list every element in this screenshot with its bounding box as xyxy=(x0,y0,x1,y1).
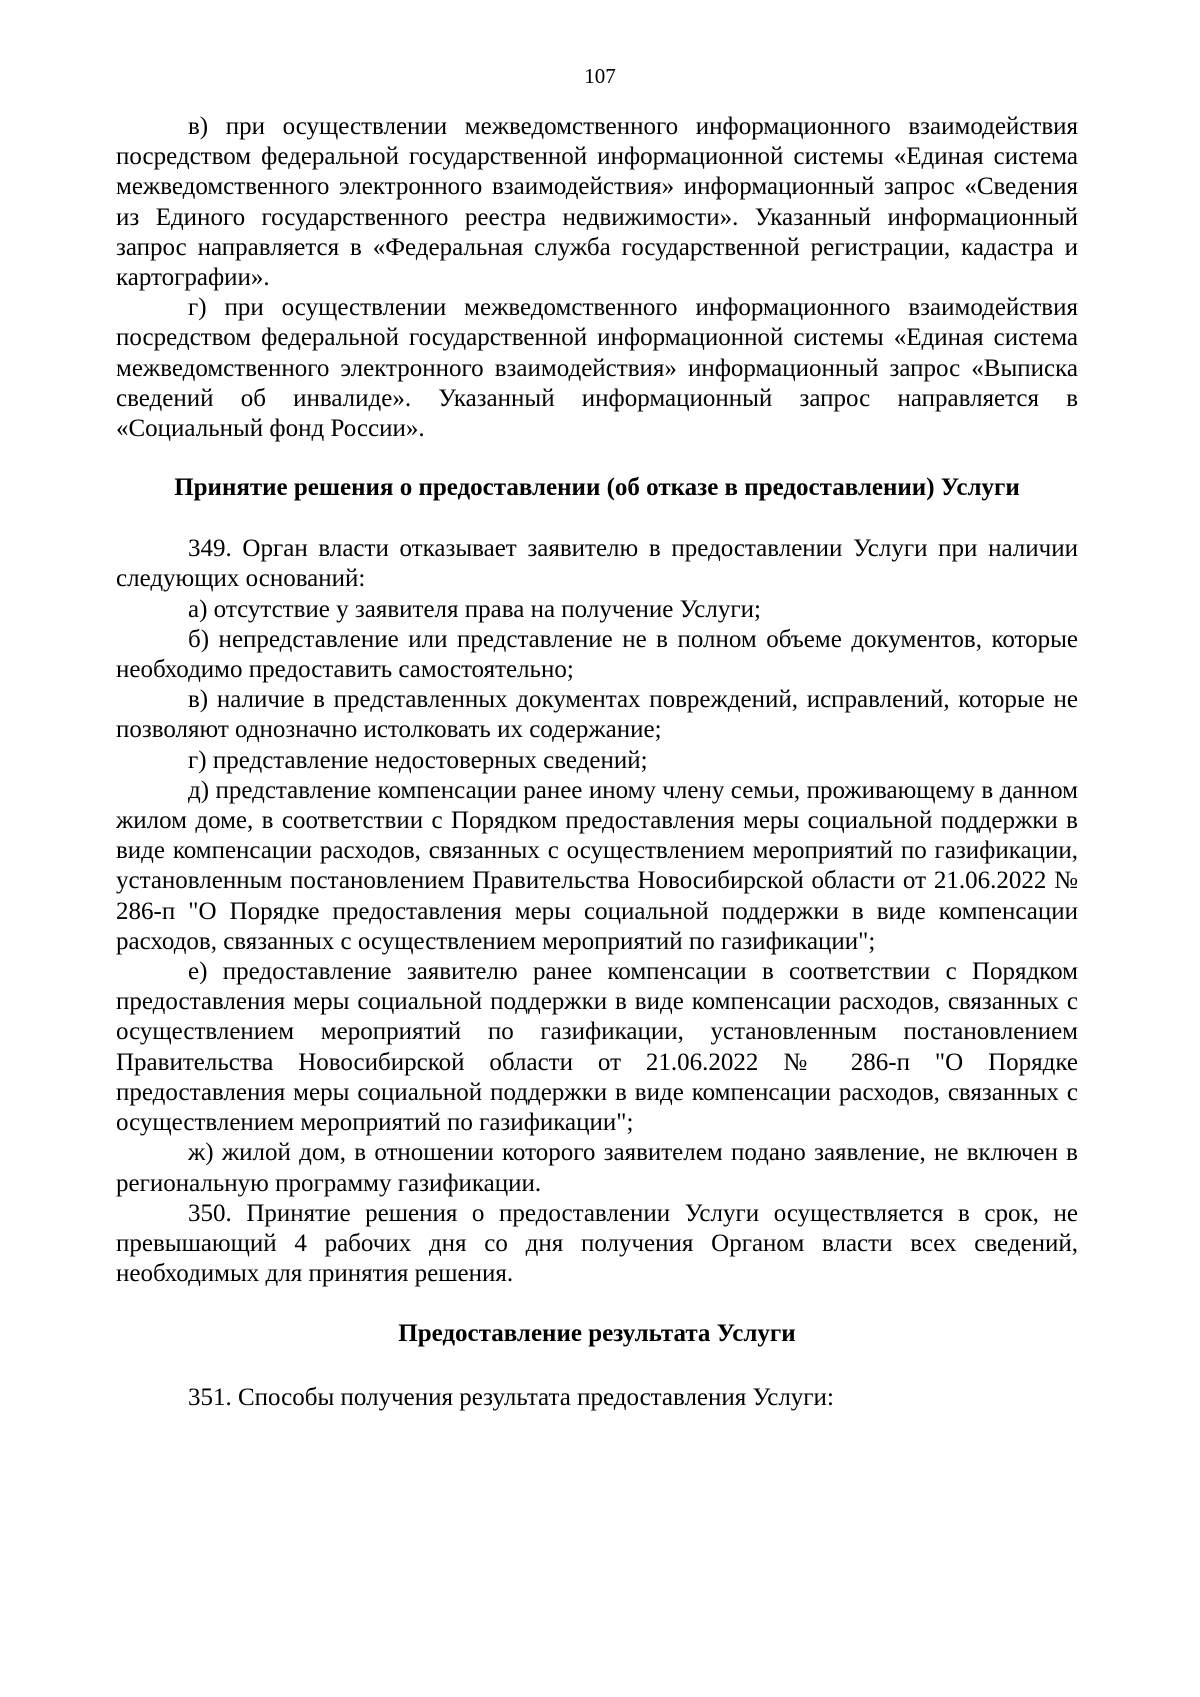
paragraph-349: 349. Орган власти отказывает заявителю в предоставлении Услуги при наличии следующих оснований: xyxy=(116,535,1078,593)
list-item-d: д) представление компенсации ранее иному члену семьи, проживающему в данном жилом доме, в соответствии с Порядком предоставления меры социальной поддержки в виде компенсации расходов, связанных с осуществлением мероприятий по газификации, установленным постановлением Правительства Новосибирской области от 21.06.2022 № 286-п "О Порядке предоставления меры социальной поддержки в виде компенсации расходов, связанных с осуществлением мероприятий по газификации"; xyxy=(116,776,1078,955)
list-item-g: г) представление недостоверных сведений; xyxy=(188,746,648,774)
document-body xyxy=(116,112,1078,1414)
paragraph-interagency-request-disability: г) при осуществлении межведомственного информационного взаимодействия посредством федеральной государственной информационной системы «Единая система межведомственного электронного взаимодействия» информационный запрос «Выписка сведений об инвалиде». Указанный информационный запрос направляется в «Социальный фонд России». xyxy=(116,294,1078,443)
list-item-b: б) непредставление или представление не в полном объеме документов, которые необходимо предоставить самостоятельно; xyxy=(116,625,1078,684)
list-item-zh: ж) жилой дом, в отношении которого заявителем подано заявление, не включен в региональную программу газификации. xyxy=(116,1139,1078,1197)
paragraph-350: 350. Принятие решения о предоставлении Услуги осуществляется в срок, не превышающий 4 рабочих дня со дня получения Органом власти всех сведений, необходимых для принятия решения. xyxy=(116,1199,1078,1288)
paragraph-interagency-request-egrn: в) при осуществлении межведомственного информационного взаимодействия посредством федеральной государственной информационной системы «Единая система межведомственного электронного взаимодействия» информационный запрос «Сведения из Единого государственного реестра недвижимости». Указанный информационный запрос направляется в «Федеральная служба государственной регистрации, кадастра и картографии». xyxy=(116,113,1078,292)
list-item-a: а) отсутствие у заявителя права на получение Услуги; xyxy=(188,595,761,623)
section-heading-decision: Принятие решения о предоставлении (об отказе в предоставлении) Услуги xyxy=(174,474,1020,502)
paragraph-351: 351. Способы получения результата предоставления Услуги: xyxy=(188,1384,834,1412)
list-item-e: е) предоставление заявителю ранее компенсации в соответствии с Порядком предоставления меры социальной поддержки в виде компенсации расходов, связанных с осуществлением мероприятий по газификации, установленным постановлением Правительства Новосибирской области от 21.06.2022 № 286-п "О Порядке предоставления меры социальной поддержки в виде компенсации расходов, связанных с осуществлением мероприятий по газификации"; xyxy=(116,958,1078,1137)
page-number: 107 xyxy=(584,64,616,88)
section-heading-result: Предоставление результата Услуги xyxy=(398,1320,796,1348)
list-item-v: в) наличие в представленных документах повреждений, исправлений, которые не позволяют однозначно истолковать их содержание; xyxy=(116,686,1078,744)
